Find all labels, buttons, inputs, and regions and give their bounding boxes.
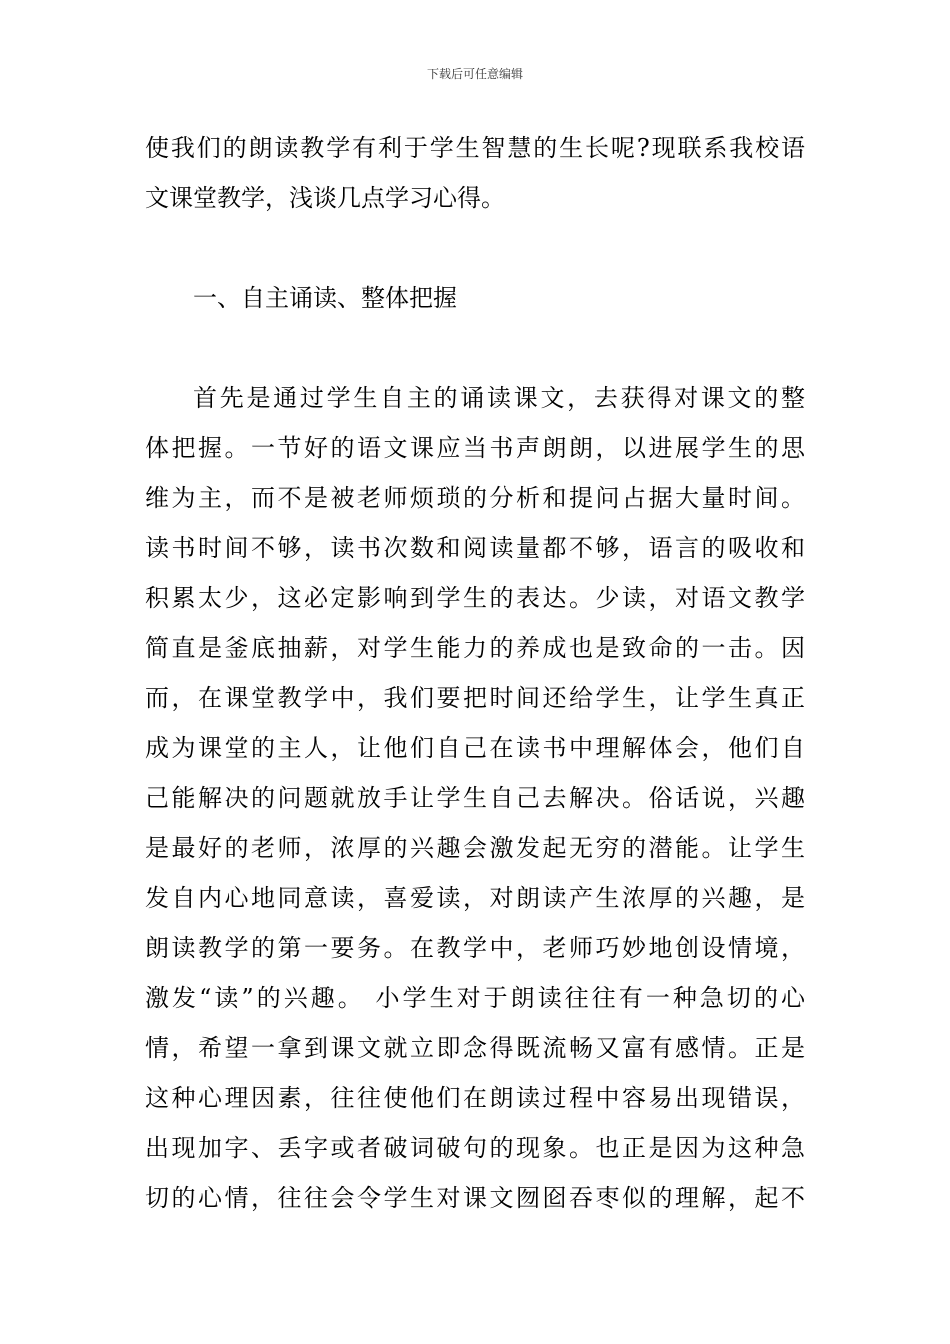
section-heading: 一、自主诵读、整体把握 [193,284,457,312]
body-text-line: 切的心情，往往会令学生对课文囫囵吞枣似的理解，起不 [145,1184,805,1212]
body-text-line: 己能解决的问题就放手让学生自己去解决。俗话说，兴趣 [145,784,805,812]
body-text-line: 情，希望一拿到课文就立即念得既流畅又富有感情。正是 [145,1034,805,1062]
body-text-line: 出现加字、丢字或者破词破句的现象。也正是因为这种急 [145,1134,805,1162]
body-text-line: 激发“读”的兴趣。 小学生对于朗读往往有一种急切的心 [145,984,805,1012]
body-text-line: 简直是釜底抽薪，对学生能力的养成也是致命的一击。因 [145,634,805,662]
body-text-line: 是最好的老师，浓厚的兴趣会激发起无穷的潜能。让学生 [145,834,805,862]
body-text-line: 使我们的朗读教学有利于学生智慧的生长呢?现联系我校语 [145,134,805,162]
body-text-line: 首先是通过学生自主的诵读课文，去获得对课文的整 [193,384,805,412]
body-text-line: 这种心理因素，往往使他们在朗读过程中容易出现错误， [145,1084,805,1112]
page-header: 下载后可任意编辑 [426,67,523,81]
body-text-line: 文课堂教学，浅谈几点学习心得。 [145,184,505,212]
body-text-line: 成为课堂的主人，让他们自己在读书中理解体会，他们自 [145,734,805,762]
body-text-line: 读书时间不够，读书次数和阅读量都不够，语言的吸收和 [145,534,805,562]
body-text-line: 积累太少，这必定影响到学生的表达。少读，对语文教学 [145,584,805,612]
body-text-line: 朗读教学的第一要务。在教学中，老师巧妙地创设情境， [145,934,805,962]
body-text-line: 维为主，而不是被老师烦琐的分析和提问占据大量时间。 [145,484,805,512]
body-text-line: 发自内心地同意读，喜爱读，对朗读产生浓厚的兴趣，是 [145,884,805,912]
body-text-line: 体把握。一节好的语文课应当书声朗朗，以进展学生的思 [145,434,805,462]
body-text-line: 而，在课堂教学中，我们要把时间还给学生，让学生真正 [145,684,805,712]
